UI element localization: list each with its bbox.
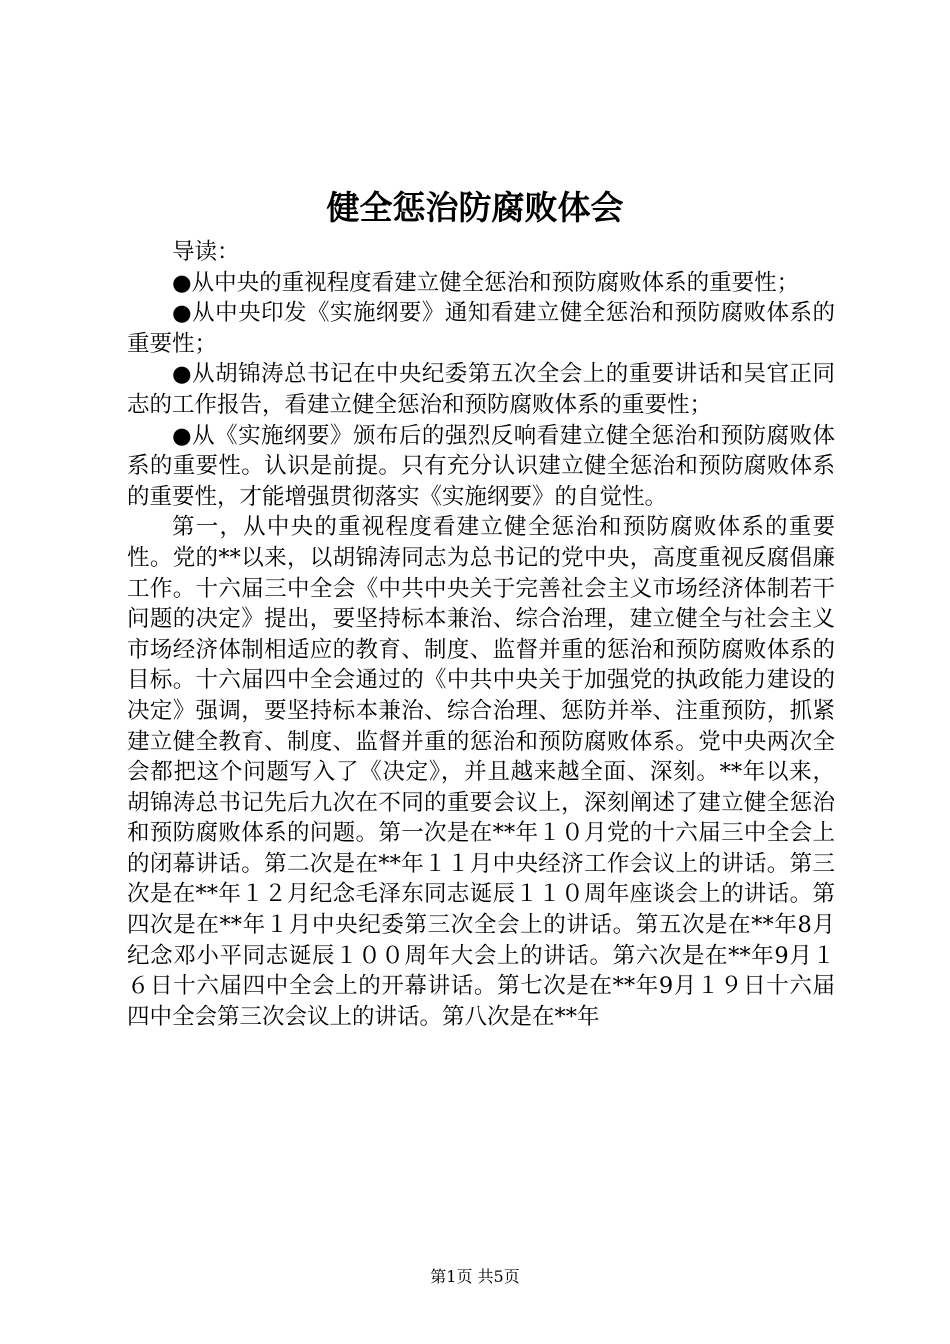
bullet-paragraph-3: ●从胡锦涛总书记在中央纪委第五次全会上的重要讲话和吴官正同志的工作报告，看建立健全惩治和预防腐败体系的重要性；	[127, 361, 835, 418]
document-body	[127, 237, 835, 1032]
document-title: 健全惩治防腐败体会	[326, 188, 624, 227]
bullet-paragraph-1: ●从中央的重视程度看建立健全惩治和预防腐败体系的重要性；	[172, 269, 800, 296]
page-number-footer: 第1页 共5页	[430, 1267, 520, 1286]
bullet-paragraph-2: ●从中央印发《实施纲要》通知看建立健全惩治和预防腐败体系的重要性；	[127, 300, 835, 357]
bullet-paragraph-4: ●从《实施纲要》颁布后的强烈反响看建立健全惩治和预防腐败体系的重要性。认识是前提。只有充分认识建立健全惩治和预防腐败体系的重要性，才能增强贯彻落实《实施纲要》的自觉性。	[127, 422, 835, 510]
body-paragraph-1: 第一，从中央的重视程度看建立健全惩治和预防腐败体系的重要性。党的**以来，以胡锦涛同志为总书记的党中央，高度重视反腐倡廉工作。十六届三中全会《中共中央关于完善社会主义市场经济体制若干问题的决定》提出，要坚持标本兼治、综合治理，建立健全与社会主义市场经济体制相适应的教育、制度、监督并重的惩治和预防腐败体系的目标。十六届四中全会通过的《中共中央关于加强党的执政能力建设的决定》强调，要坚持标本兼治、综合治理、惩防并举、注重预防，抓紧建立健全教育、制度、监督并重的惩治和预防腐败体系。党中央两次全会都把这个问题写入了《决定》，并且越来越全面、深刻。**年以来，胡锦涛总书记先后九次在不同的重要会议上，深刻阐述了建立健全惩治和预防腐败体系的问题。第一次是在**年１０月党的十六届三中全会上的闭幕讲话。第二次是在**年１１月中央经济工作会议上的讲话。第三次是在**年１２月纪念毛泽东同志诞辰１１０周年座谈会上的讲话。第四次是在**年１月中央纪委第三次全会上的讲话。第五次是在**年8月纪念邓小平同志诞辰１００周年大会上的讲话。第六次是在**年9月１６日十六届四中全会上的开幕讲话。第七次是在**年9月１９日十六届四中全会第三次会议上的讲话。第八次是在**年	[127, 514, 835, 1030]
intro-label: 导读：	[172, 239, 240, 265]
